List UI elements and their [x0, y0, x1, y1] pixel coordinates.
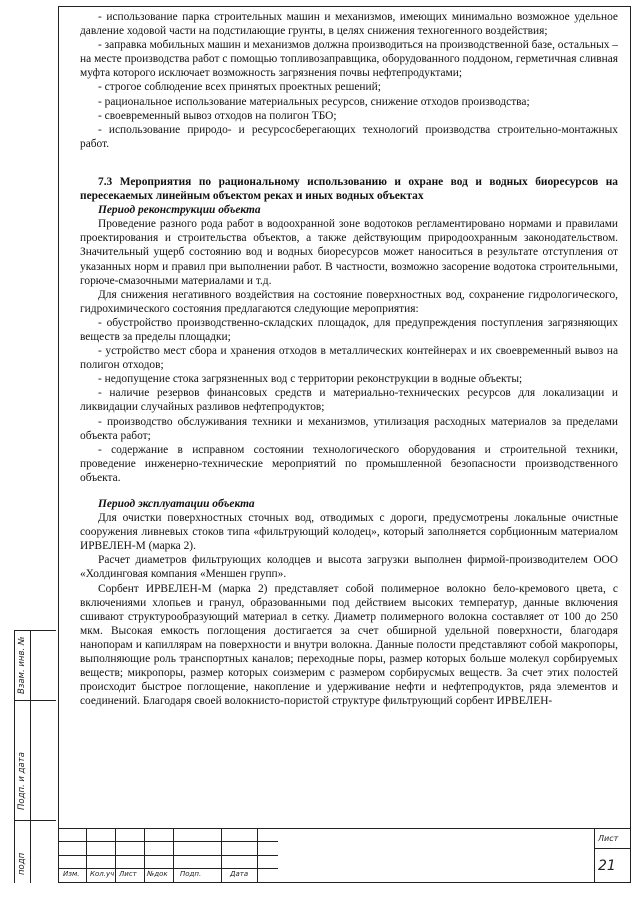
- intro-item: - рациональное использование материальных ресурсов, снижение отходов производства;: [98, 95, 530, 108]
- paragraph: Для снижения негативного воздействия на состояние поверхностных вод, сохранение гидрологического, гидрохимического состояния предлагаются следующие мероприятия:: [80, 288, 618, 315]
- intro-item: - своевременный вывоз отходов на полигон ТБО;: [98, 109, 337, 122]
- list-item: - производство обслуживания техники и механизмов, утилизация расходных материалов за пределами объекта работ;: [80, 415, 618, 442]
- paragraph: Для очистки поверхностных сточных вод, отводимых с дороги, предусмотрены локальные очистные сооружения ливневых стоков типа «фильтрующий колодец», который заполняется сорбционным материалом ИРВЕЛЕН-М (марка 2).: [80, 512, 618, 553]
- intro-item: - строгое соблюдение всех принятых проектных решений;: [98, 81, 381, 94]
- list-item: - обустройство производственно-складских площадок, для предупреждения поступления загрязняющих веществ за пределы площадки;: [80, 316, 618, 343]
- side-label-sign: подп: [17, 852, 27, 875]
- list-item: - наличие резервов финансовых средств и материально-технических ресурсов для локализации и ликвидации случайных разливов нефтепродуктов;: [80, 387, 618, 414]
- side-label-replace: Взам. инв. №: [17, 636, 27, 694]
- paragraph: Проведение разного рода работ в водоохранной зоне водотоков регламентировано нормами и правилами проектирования и строительства объектов, а также действующим природоохранным законодательством. Значительный ущерб состоянию вод и водных биоресурсов может наноситься в результате отступления от указанных норм и правил при выполнении работ. В частности, возможно засорение водотока строительными, горюче-смазочными материалами и т.д.: [80, 218, 618, 287]
- stamp-header: Изм.: [63, 870, 80, 878]
- sheet-number: 21: [598, 858, 616, 874]
- stamp-header: Кол.уч: [90, 870, 115, 878]
- document-body: [80, 10, 618, 825]
- title-block: [58, 828, 631, 883]
- list-item: - содержание в исправном состоянии технологического оборудования и строительной техники, проведение инженерно-технические мероприятий по промышленной безопасности производственного объекта.: [80, 443, 618, 484]
- stamp-header: Лист: [119, 870, 137, 878]
- side-label-sign-date: Подп. и дата: [17, 752, 27, 810]
- side-strip: [14, 630, 56, 883]
- sheet-label: Лист: [598, 834, 619, 843]
- intro-item: - использование природо- и ресурсосберегающих технологий производства строительно-монтажных работ.: [80, 123, 618, 150]
- paragraph: Расчет диаметров фильтрующих колодцев и высота загрузки выполнен фирмой-производителем ООО «Холдинговая компания «Меншен групп».: [80, 554, 618, 581]
- period-title: Период эксплуатации объекта: [98, 498, 255, 510]
- list-item: - недопущение стока загрязненных вод с территории реконструкции в водные объекты;: [98, 373, 523, 386]
- list-item: - устройство мест сбора и хранения отходов в металлических контейнерах и их своевременный вывоз на полигон отходов;: [80, 345, 618, 372]
- intro-item: - использование парка строительных машин и механизмов, имеющих минимально возможное удельное давление ходовой части на подстилающие грунты, в целях снижения техногенного воздействия;: [80, 11, 618, 38]
- stamp-header: Подп.: [180, 870, 202, 878]
- paragraph: Сорбент ИРВЕЛЕН-М (марка 2) представляет собой полимерное волокно бело-кремового цвета, с включениями хлопьев и гранул, образованными под действием высоких температур, данные включения сшивают структурообразующий материал в сетку. Диаметр полимерного волокна составляет от 100 до 250 мкм. Высокая емкость поглощения достигается за счет обширной удельной поверхности, благодаря нанопорам и капиллярам на поверхности и внутри волокна. Данные полости представляют собой макропоры, выполняющие роль транспортных каналов; переходные поры, размер которых больше молекул сорбируемых веществ; микропоры, размер которых соизмерим с размером сорбирусмых веществ. За счет этих полостей происходит быстрое поглощение, накопление и удерживание нефти и нефтепродуктов, ряда элементов и соединений. Благодаря своей волокнисто-пористой структуре фильтрующий сорбент ИРВЕЛЕН-: [80, 582, 618, 708]
- stamp-header: Дата: [230, 870, 249, 878]
- section-heading: 7.3 Мероприятия по рациональному использованию и охране вод и водных биоресурсов на пересекаемых линейным объектом реках и иных водных объектах: [80, 175, 618, 203]
- stamp-header: №док: [147, 870, 168, 878]
- intro-item: - заправка мобильных машин и механизмов должна производиться на производственной базе, остальных – на месте производства работ с помощью топливозаправщика, оборудованного поддоном, герметичная сливная муфта которого исключает возможность загрязнения почвы нефтепродуктами;: [80, 39, 618, 80]
- period-title: Период реконструкции объекта: [98, 204, 261, 217]
